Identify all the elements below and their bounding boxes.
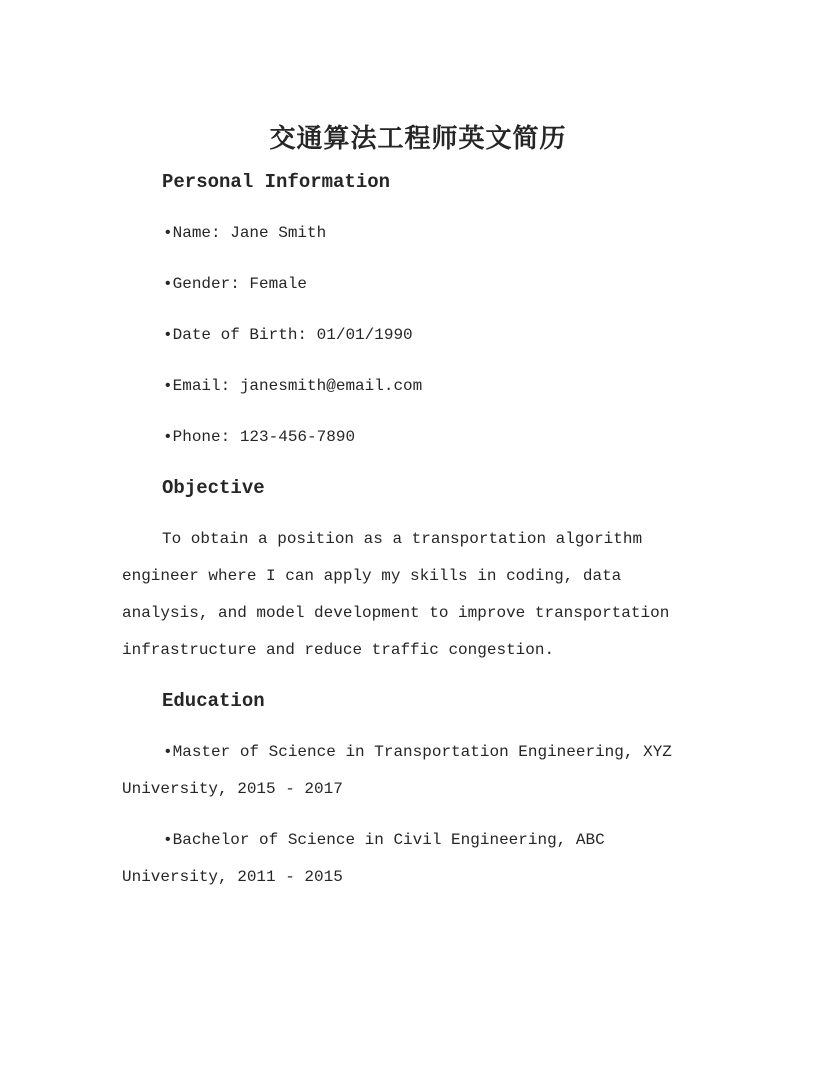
bullet-icon: • xyxy=(163,831,173,849)
list-item-text: Master of Science in Transportation Engineering, XYZ University, 2015 - 2017 xyxy=(122,743,672,798)
document-title: 交通算法工程师英文简历 xyxy=(269,125,567,155)
list-item xyxy=(122,419,702,456)
section-heading-personal-information: Personal Information xyxy=(162,171,391,193)
list-item xyxy=(122,215,702,252)
bullet-icon: • xyxy=(163,428,173,446)
bullet-icon: • xyxy=(163,377,173,395)
list-item xyxy=(122,822,702,896)
list-item-text: Date of Birth: 01/01/1990 xyxy=(172,326,413,344)
list-item xyxy=(122,266,702,303)
list-item-text: Phone: 123-456-7890 xyxy=(172,428,356,446)
objective-paragraph: To obtain a position as a transportation algorithm engineer where I can apply my skills in coding, data analysis, and model development to improve transportation infrastructure and reduce traffic congestion. xyxy=(122,530,670,659)
list-item xyxy=(122,317,702,354)
list-item xyxy=(122,734,702,808)
section-heading-objective: Objective xyxy=(162,477,265,499)
list-item-text: Name: Jane Smith xyxy=(172,224,327,242)
list-item-text: Bachelor of Science in Civil Engineering, ABC University, 2011 - 2015 xyxy=(122,831,605,886)
bullet-icon: • xyxy=(163,224,173,242)
list-item-text: Email: janesmith@email.com xyxy=(172,377,423,395)
list-item-text: Gender: Female xyxy=(172,275,308,293)
list-item xyxy=(122,368,702,405)
bullet-icon: • xyxy=(163,326,173,344)
section-heading-education: Education xyxy=(162,690,265,712)
bullet-icon: • xyxy=(163,275,173,293)
bullet-icon: • xyxy=(163,743,173,761)
